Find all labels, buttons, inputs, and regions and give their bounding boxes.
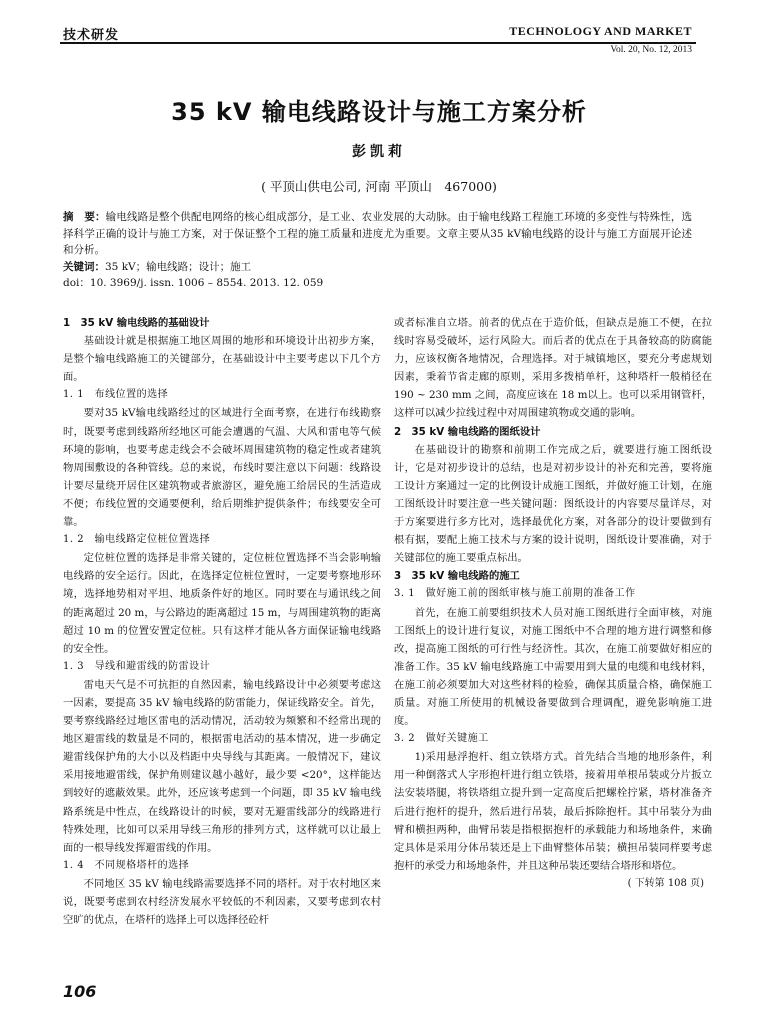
abstract <box>63 209 692 259</box>
paragraph: 首先，在施工前要组织技术人员对施工图纸进行全面审核，对施工图纸上的设计进行复议，对施工图纸中不合理的地方进行调整和修改，提高施工图纸的可行性与经济性。其次，在施工前要做好相应的准备工作。35 kV 输电线路施工中需要用到大量的电缆和电线材料，在施工前必须要加大对这些材料的检验，确保其质量合格，确保施工质量。对施工所使用的机械设备要做到合理调配，避免影响施工进度。 <box>394 606 712 728</box>
abstract-text: 输电线路是整个供配电网络的核心组成部分，是工业、农业发展的大动脉。由于输电线路工程施工环境的多变性与特殊性，选择科学正确的设计与施工方案，对于保证整个工程的施工质量和进度尤为重要。文章主要从35 kV输电线路的设计与施工方面展开论述和分析。 <box>63 211 692 256</box>
paragraph: 基础设计就是根据施工地区周围的地形和环境设计出初步方案，是整个输电线路施工的关键部分，在基础设计中主要考虑以下几个方面。 <box>63 335 381 384</box>
paragraph: 不同地区 35 kV 输电线路需要选择不同的塔杆。对于农村地区来说，既要考虑到农村经济发展水平较低的不利因素，又要考虑到农村空旷的优点，在塔杆的选择上可以选择径砼杆 <box>63 877 381 927</box>
section-heading: 2 35 kV 输电线路的图纸设计 <box>394 425 541 438</box>
subsection-heading: 1. 1 布线位置的选择 <box>63 389 169 401</box>
subsection-heading: 3. 1 做好施工前的图纸审核与施工前期的准备工作 <box>394 588 636 600</box>
doi: doi：10. 3969/j. issn. 1006 – 8554. 2013. 12. 059 <box>63 277 324 289</box>
keywords-text: 35 kV；输电线路；设计；施工 <box>105 260 252 273</box>
journal-section-label: 技术研发 <box>63 28 120 43</box>
section-heading: 1 35 kV 输电线路的基础设计 <box>63 317 210 329</box>
keywords <box>63 259 692 276</box>
header-rule <box>60 42 696 44</box>
subsection-heading: 1. 2 输电线路定位桩位置选择 <box>63 534 211 546</box>
subsection-heading: 1. 3 导线和避雷线的防雷设计 <box>63 660 211 672</box>
paragraph: 1)采用悬浮抱杆、组立铁塔方式。首先结合当地的地形条件，利用一种倒落式人字形抱杆进行组立铁塔，接着用单根吊装或分片扳立法安装塔腿，将铁塔组立提升到一定高度后把螺栓拧紧，塔材准备齐后进行抱杆的提升，然后进行吊装，最后拆除抱杆。其中吊装分为曲臂和横担两种，曲臂吊装是指根据抱杆的承载能力和场地条件，来确定具体是采用分体吊装还是上下曲臂整体吊装；横担吊装同样要考虑抱杆的承受力和场地条件，并且这种吊装还要结合塔形和塔位。 <box>394 751 712 872</box>
body-column-right <box>394 314 712 893</box>
article-author: 彭凯莉 <box>352 144 406 160</box>
paragraph: 在基础设计的勘察和前期工作完成之后，就要进行施工图纸设计，它是对初步设计的总结，也是对初步设计的补充和完善，要将施工设计方案通过一定的比例设计成施工图纸，并做好施工计划，在施工图纸设计时要注意一些关键问题：图纸设计的内容要尽量详尽，对于方案要进行多方比对，选择最优化方案，对各部分的设计要做到有根有据，要配上施工技术与方案的设计说明，图纸设计要准确，对于关键部位的施工要重点标出。 <box>394 443 712 565</box>
continued-note: ( 下转第 108 页) <box>627 877 704 889</box>
paragraph: 定位桩位置的选择是非常关键的，定位桩位置选择不当会影响输电线路的安全运行。因此，在选择定位桩位置时，一定要考察地形环境，选择地势相对平坦、地质条件好的地区。同时要在与通讯线之间的距离超过 20 m，与公路边的距离超过 15 m，与周围建筑物的距离超过 10 m 的位置安置定位桩。只有这样才能从各方面保证输电线路的安全性。 <box>63 552 381 655</box>
paragraph: 要对35 kV输电线路经过的区域进行全面考察，在进行布线勘察时，既要考虑到线路所经地区可能会遭遇的气温、大风和雷电等气候环境的影响，也要考虑走线会不会破坏周围建筑物的稳定性或者建筑物周围敷设的各种管线。总的来说，布线时要注意以下问题：线路设计要尽量绕开居住区建筑物或者旅游区，避免施工给居民的生活造成不便；布线位置的交通要便利，给后期维护提供条件；布线要安全可靠。 <box>63 407 381 529</box>
page-number: 106 <box>63 982 97 1001</box>
abstract-label: 摘 要： <box>63 211 106 223</box>
subsection-heading: 1. 4 不同规格塔杆的选择 <box>63 859 190 871</box>
journal-volume: Vol. 20, No. 12, 2013 <box>610 45 692 55</box>
paragraph: 或者标准自立塔。前者的优点在于造价低，但缺点是施工不便，在拉线时容易受破坏，运行风险大。而后者的优点在于具备较高的防腐能力，应该权衡各地情况，合理选择。对于城镇地区，要充分考虑规划因素，秉着节省走廊的原则，采用多拨梢单杆，这种塔杆一般梢径在 190 ~ 230 mm 之间，高度应该在 18 m以上。也可以采用钢管杆，这样可以减少拉线过程中对周围建筑物或交通的影响。 <box>394 317 712 420</box>
body-column-left <box>63 314 381 929</box>
article-title: 35 kV 输电线路设计与施工方案分析 <box>171 98 587 126</box>
section-heading: 3 35 kV 输电线路的施工 <box>394 570 520 583</box>
keywords-label: 关键词： <box>63 260 105 273</box>
journal-name: TECHNOLOGY AND MARKET <box>509 24 692 38</box>
author-affiliation: ( 平顶山供电公司, 河南 平顶山 467000) <box>261 179 497 194</box>
front-matter <box>63 209 692 292</box>
subsection-heading: 3. 2 做好关键施工 <box>394 733 489 745</box>
paragraph: 雷电天气是不可抗拒的自然因素，输电线路设计中必须要考虑这一因素，要提高 35 kV 输电线路的防雷能力，保证线路安全。首先，要考察线路经过地区雷电的活动情况，活动较为频繁和不经常出现的地区避雷线的数量是不同的，根据雷电活动的基本情况，进一步确定避雷线保护角的大小以及档距中央导线与其距离。一般情况下，建议采用接地避雷线，保护角则建议越小越好，最少要 <20°，这样能达到较好的遮蔽效果。此外，还应该考虑到一个问题，即 35 kV 输电线路系统是中性点，在线路设计的时候，要对无避雷线部分的线路进行特殊处理，比如可以采用导线三角形的排列方式，这样就可以让最上面的一根导线发挥避雷线的作用。 <box>63 678 381 854</box>
